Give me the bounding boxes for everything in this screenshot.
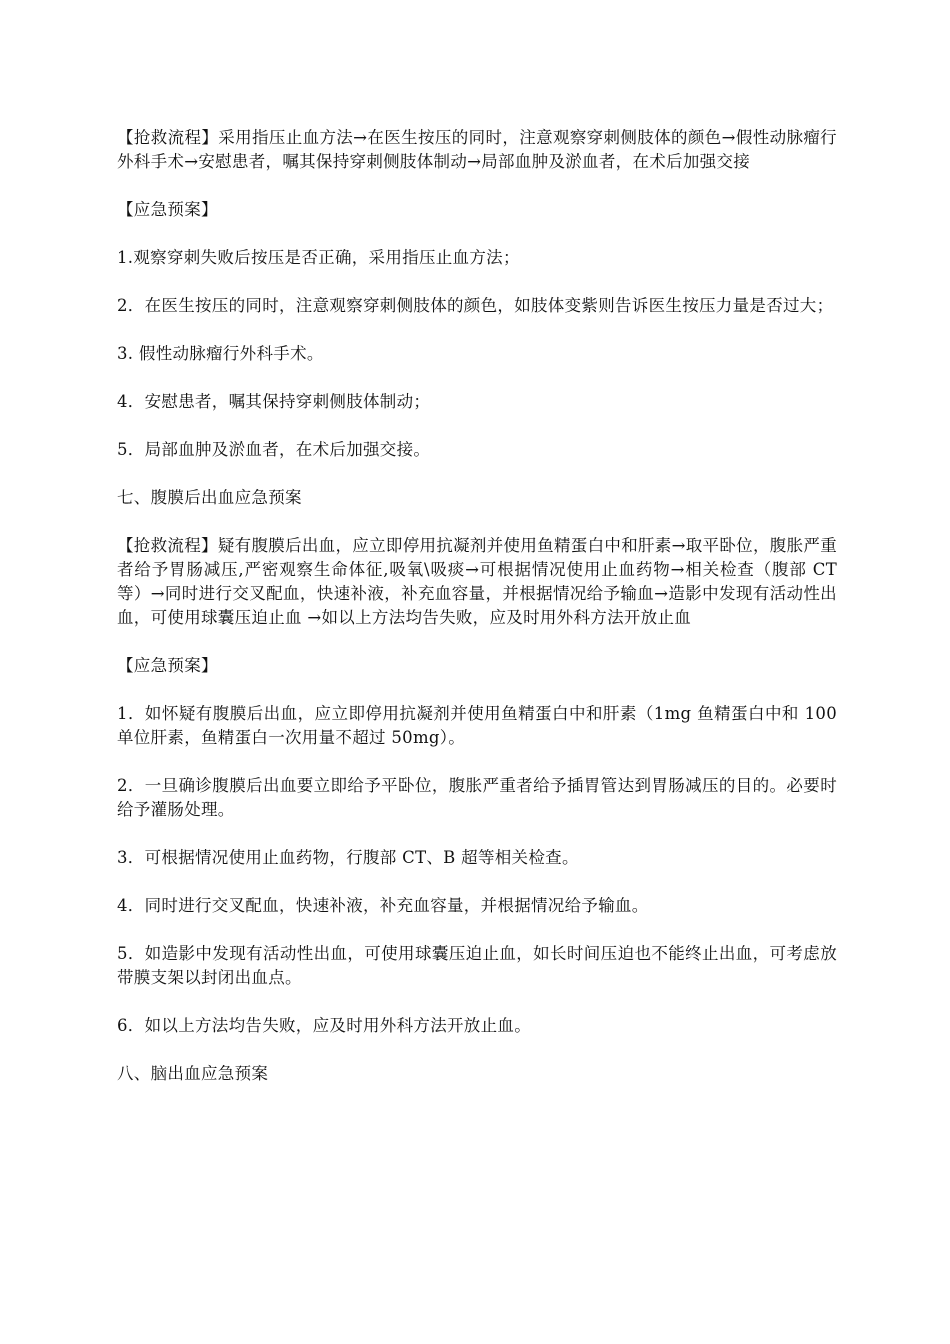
- emergency-plan-heading-2: 【应急预案】: [117, 656, 218, 675]
- plan-item-4: 4．安慰患者，嘱其保持穿刺侧肢体制动；: [117, 392, 431, 411]
- document-page: [117, 126, 837, 1110]
- plan-item-3: 3. 假性动脉瘤行外科手术。: [117, 344, 324, 363]
- plan-item-5: 5．局部血肿及淤血者，在术后加强交接。: [117, 440, 431, 459]
- emergency-plan-heading: 【应急预案】: [117, 200, 218, 219]
- section-heading-8: 八、脑出血应急预案: [117, 1064, 269, 1083]
- plan-item-2b: 2．一旦确诊腹膜后出血要立即给予平卧位，腹胀严重者给予插胃管达到胃肠减压的目的。必要时给予灌肠处理。: [117, 776, 837, 819]
- plan-item-1: 1.观察穿刺失败后按压是否正确，采用指压止血方法；: [117, 248, 520, 267]
- plan-item-6b: 6．如以上方法均告失败，应及时用外科方法开放止血。: [117, 1016, 531, 1035]
- plan-item-5b: 5．如造影中发现有活动性出血，可使用球囊压迫止血，如长时间压迫也不能终止出血，可考虑放带膜支架以封闭出血点。: [117, 944, 837, 987]
- plan-item-4b: 4．同时进行交叉配血，快速补液，补充血容量，并根据情况给予输血。: [117, 896, 649, 915]
- plan-item-2: 2．在医生按压的同时，注意观察穿刺侧肢体的颜色，如肢体变紫则告诉医生按压力量是否过大；: [117, 296, 834, 315]
- plan-item-3b: 3．可根据情况使用止血药物，行腹部 CT、B 超等相关检查。: [117, 848, 579, 867]
- rescue-process-paragraph: 【抢救流程】采用指压止血方法→在医生按压的同时，注意观察穿刺侧肢体的颜色→假性动脉瘤行外科手术→安慰患者，嘱其保持穿刺侧肢体制动→局部血肿及淤血者，在术后加强交接: [117, 128, 837, 171]
- section-heading-7: 七、腹膜后出血应急预案: [117, 488, 302, 507]
- rescue-process-paragraph-2: 【抢救流程】疑有腹膜后出血，应立即停用抗凝剂并使用鱼精蛋白中和肝素→取平卧位，腹胀严重者给予胃肠减压,严密观察生命体征,吸氧\吸痰→可根据情况使用止血药物→相关检查（腹部 CT 等）→同时进行交叉配血，快速补液，补充血容量，并根据情况给予输血→造影中发现有活动性出血，可使用球囊压迫止血 →如以上方法均告失败，应及时用外科方法开放止血: [117, 536, 837, 627]
- plan-item-1b: 1．如怀疑有腹膜后出血，应立即停用抗凝剂并使用鱼精蛋白中和肝素（1mg 鱼精蛋白中和 100 单位肝素，鱼精蛋白一次用量不超过 50mg）。: [117, 704, 837, 747]
